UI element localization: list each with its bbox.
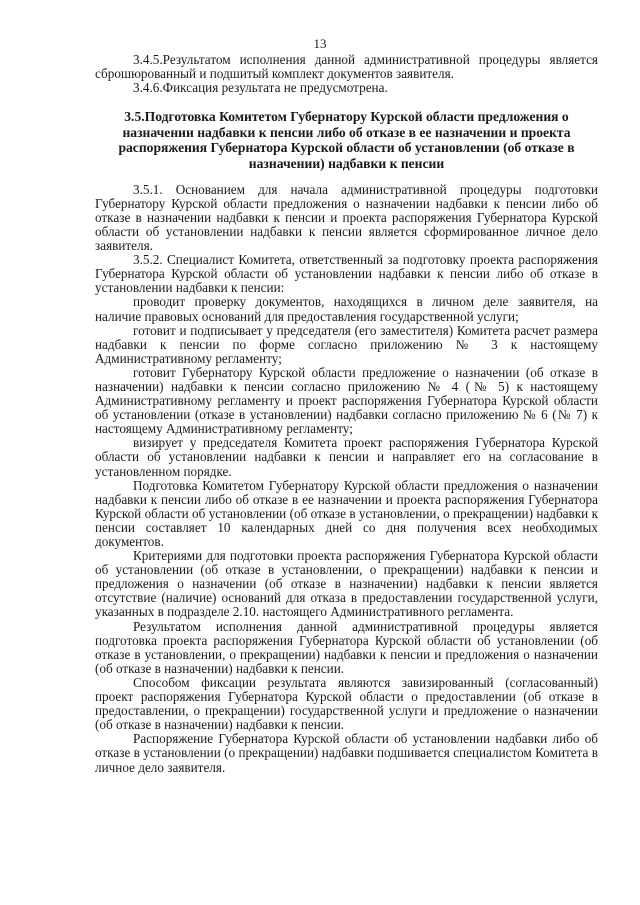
list-item-endorsement: визирует у председателя Комитета проект распоряжения Губернатора Курской области об установлении надбавки к пенсии и направляет его на согласование в установленном порядке. — [95, 435, 598, 479]
paragraph-filing: Распоряжение Губернатора Курской области об установлении надбавки либо об отказе в установлении (о прекращении) надбавки подшивается специалистом Комитета в личное дело заявителя. — [95, 731, 598, 775]
section-heading-3-5: 3.5.Подготовка Комитетом Губернатору Курской области предложения о назначении надбавки к пенсии либо об отказе в ее назначении и проекта распоряжения Губернатора Курской области об установлении (об отказе в назначении) надбавки к пенсии — [118, 109, 575, 172]
list-item-calculation: готовит и подписывает у председателя (его заместителя) Комитета расчет размера надбавки к пенсии по форме согласно приложению № 3 к настоящему Административному регламенту; — [95, 322, 598, 366]
list-item-proposal: готовит Губернатору Курской области предложение о назначении (об отказе в назначении) надбавки к пенсии согласно приложению № 4 (№ 5) к настоящему Административному регламенту и проект распоряжения Губернатора Курской области об установлении (отказе в установлении) надбавки согласно приложению № 6 (№ 7) к настоящему Административному регламенту; — [95, 364, 598, 437]
paragraph-3-5-2: 3.5.2. Специалист Комитета, ответственный за подготовку проекта распоряжения Губернатора Курской области об установлении надбавки к пенсии либо об отказе в установлении надбавки к пенсии: — [95, 252, 598, 296]
page-number: 13 — [313, 36, 327, 51]
list-item-check-documents: проводит проверку документов, находящихся в личном деле заявителя, на наличие правовых оснований для предоставления государственной услуги; — [95, 294, 598, 324]
paragraph-preparation-term: Подготовка Комитетом Губернатору Курской области предложения о назначении надбавки к пенсии либо об отказе в ее назначении и проекта распоряжения Губернатора Курской области об установлении (об отказе в установлении, о прекращении) надбавки к пенсии составляет 10 календарных дней со дня получения всех необходимых документов. — [95, 477, 598, 549]
paragraph-3-4-5: 3.4.5.Результатом исполнения данной административной процедуры является сброшюрованный и подшитый комплект документов заявителя. — [95, 52, 598, 82]
paragraph-criteria: Критериями для подготовки проекта распоряжения Губернатора Курской области об установлении (об отказе в установлении, о прекращении) надбавки к пенсии и предложения о назначении (об отказе в назначении) надбавки к пенсии является отсутствие (наличие) оснований для отказа в предоставлении государственной услуги, указанных в подразделе 2.10. настоящего Административного регламента. — [95, 548, 598, 620]
document-body — [95, 53, 598, 775]
paragraph-3-5-1: 3.5.1. Основанием для начала административной процедуры подготовки Губернатору Курской области предложения о назначении надбавки к пенсии либо об отказе в назначении надбавки к пенсии и проекта распоряжения Губернатора Курской области об установлении надбавки к пенсии является сформированное личное дело заявителя. — [95, 181, 598, 254]
paragraph-result: Результатом исполнения данной административной процедуры является подготовка проекта распоряжения Губернатора Курской области об установлении (об отказе в установлении, о прекращении) надбавки к пенсии и предложения о назначении (об отказе в назначении) надбавки к пенсии. — [95, 618, 598, 676]
paragraph-3-4-6: 3.4.6.Фиксация результата не предусмотрена. — [133, 80, 388, 96]
paragraph-fixation: Способом фиксации результата являются завизированный (согласованный) проект распоряжения Губернатора Курской области о предоставлении (об отказе в предоставлении, о прекращении) государственной услуги и предложение о назначении (об отказе в назначении) надбавки к пенсии. — [95, 674, 598, 733]
